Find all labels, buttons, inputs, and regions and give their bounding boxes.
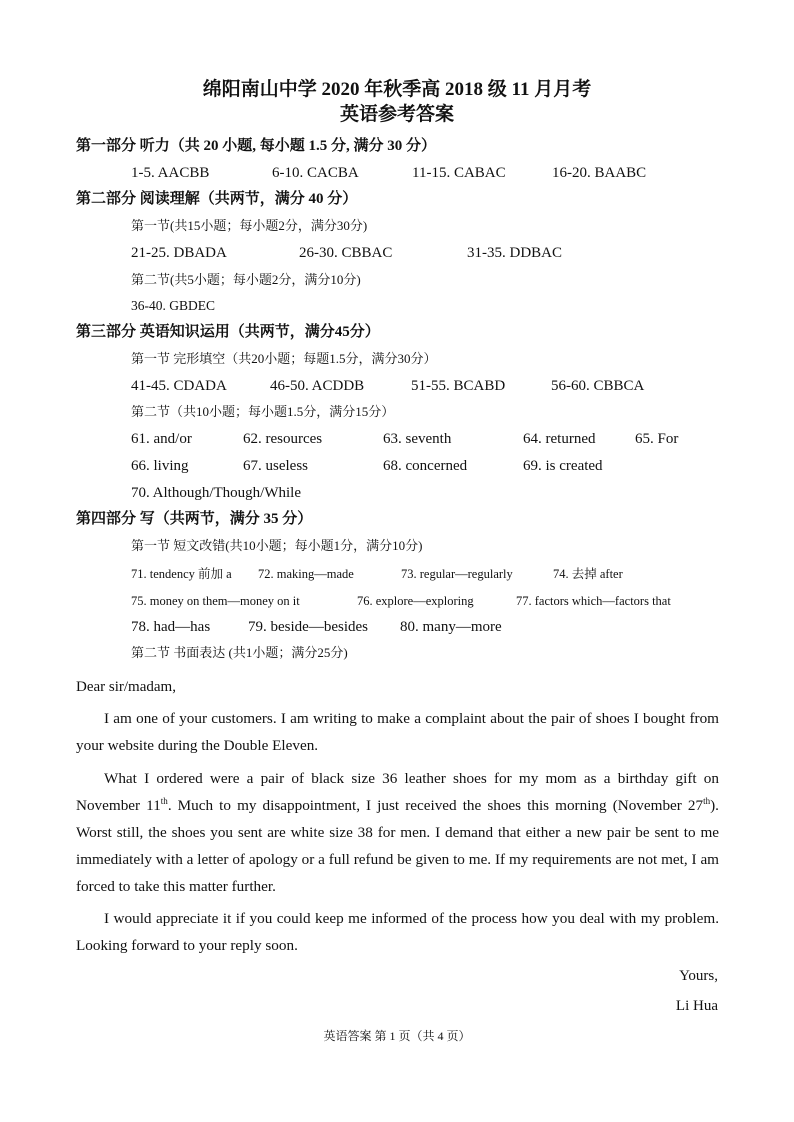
answer-group: 56-60. CBBCA	[551, 378, 645, 394]
part3-section2-row3: 70. Although/Though/While	[131, 485, 301, 501]
part3-heading: 第三部分 英语知识运用（共两节，满分45分）	[76, 324, 380, 340]
correction-item: 77. factors which—factors that	[516, 594, 671, 608]
answer-group: 51-55. BCABD	[411, 378, 506, 394]
part4-section1-heading: 第一节 短文改错(共10小题；每小题1分，满分10分)	[131, 538, 423, 553]
letter-signature: Li Hua	[675, 998, 718, 1014]
correction-item: 76. explore—exploring	[357, 594, 474, 608]
correction-item: 80. many—more	[400, 619, 502, 635]
page-footer: 英语答案 第 1 页（共 4 页）	[323, 1029, 471, 1043]
answer-group: 21-25. DBADA	[131, 245, 227, 261]
letter-paragraph-2-text: What I ordered were a pair of black size 36 leather shoes for my mom as a birthday gift on November 11	[76, 770, 719, 814]
answer-group: 11-15. CABAC	[412, 165, 506, 181]
correction-item: 72. making—made	[258, 567, 354, 581]
answer-item: 68. concerned	[383, 458, 468, 474]
answer-group: 1-5. AACBB	[131, 165, 210, 181]
answer-item: 64. returned	[523, 431, 596, 447]
letter-paragraph-2-text: ). Worst still, the shoes you sent are white size 38 for men. I demand that either a new pair be sent to me immediately with a letter of apology or a full refund be given to me. If my requirements are not met, I am forced to take this matter further.	[76, 797, 719, 895]
answer-item: 67. useless	[243, 458, 308, 474]
letter-closing: Yours,	[679, 968, 718, 984]
answer-group: 46-50. ACDDB	[270, 378, 365, 394]
answer-item: 63. seventh	[383, 431, 452, 447]
answer-group: 41-45. CDADA	[131, 378, 227, 394]
document-subtitle: 英语参考答案	[339, 104, 454, 125]
answer-group: 31-35. DDBAC	[467, 245, 563, 261]
part2-section2-heading: 第二节(共5小题；每小题2分，满分10分)	[131, 272, 361, 287]
correction-item: 75. money on them—money on it	[131, 594, 300, 608]
correction-item: 73. regular—regularly	[401, 567, 513, 581]
letter-salutation: Dear sir/madam,	[76, 679, 176, 695]
correction-item: 71. tendency 前加 a	[131, 567, 232, 581]
ordinal-suffix: th	[160, 795, 168, 806]
answer-item: 61. and/or	[131, 431, 192, 447]
correction-item: 74. 去掉 after	[553, 567, 623, 581]
answer-item: 69. is created	[523, 458, 603, 474]
ordinal-suffix: th	[703, 795, 711, 806]
correction-item: 79. beside—besides	[248, 619, 368, 635]
part2-heading: 第二部分 阅读理解（共两节，满分 40 分）	[76, 191, 358, 207]
letter-paragraph-3: I would appreciate it if you could keep me informed of the process how you deal with my problem. Looking forward to your reply soon.	[76, 910, 719, 954]
part2-section1-heading: 第一节(共15小题；每小题2分，满分30分)	[131, 218, 368, 233]
letter-paragraph-2	[76, 765, 719, 900]
letter-paragraph-2-text: . Much to my disappointment, I just received the shoes this morning (November 27	[167, 797, 704, 814]
answer-group: 26-30. CBBAC	[299, 245, 393, 261]
part1-heading: 第一部分 听力（共 20 小题, 每小题 1.5 分, 满分 30 分）	[76, 138, 437, 154]
correction-item: 78. had—has	[131, 619, 211, 635]
answer-item: 62. resources	[243, 431, 323, 447]
part4-heading: 第四部分 写（共两节，满分 35 分）	[76, 511, 313, 527]
part3-section2-heading: 第二节（共10小题；每小题1.5分，满分15分）	[131, 404, 395, 419]
part4-section2-heading: 第二节 书面表达 (共1小题；满分25分)	[131, 645, 348, 660]
document-title: 绵阳南山中学 2020 年秋季高 2018 级 11 月月考	[202, 79, 592, 100]
answer-item: 65. For	[635, 431, 679, 447]
answer-item: 66. living	[131, 458, 189, 474]
part3-section1-heading: 第一节 完形填空（共20小题；每题1.5分，满分30分）	[131, 351, 437, 366]
part2-section2-answer: 36-40. GBDEC	[131, 298, 215, 313]
answer-group: 6-10. CACBA	[272, 165, 359, 181]
letter-paragraph-1: I am one of your customers. I am writing to make a complaint about the pair of shoes I bought from your website during the Double Eleven.	[76, 710, 719, 754]
answer-group: 16-20. BAABC	[552, 165, 647, 181]
